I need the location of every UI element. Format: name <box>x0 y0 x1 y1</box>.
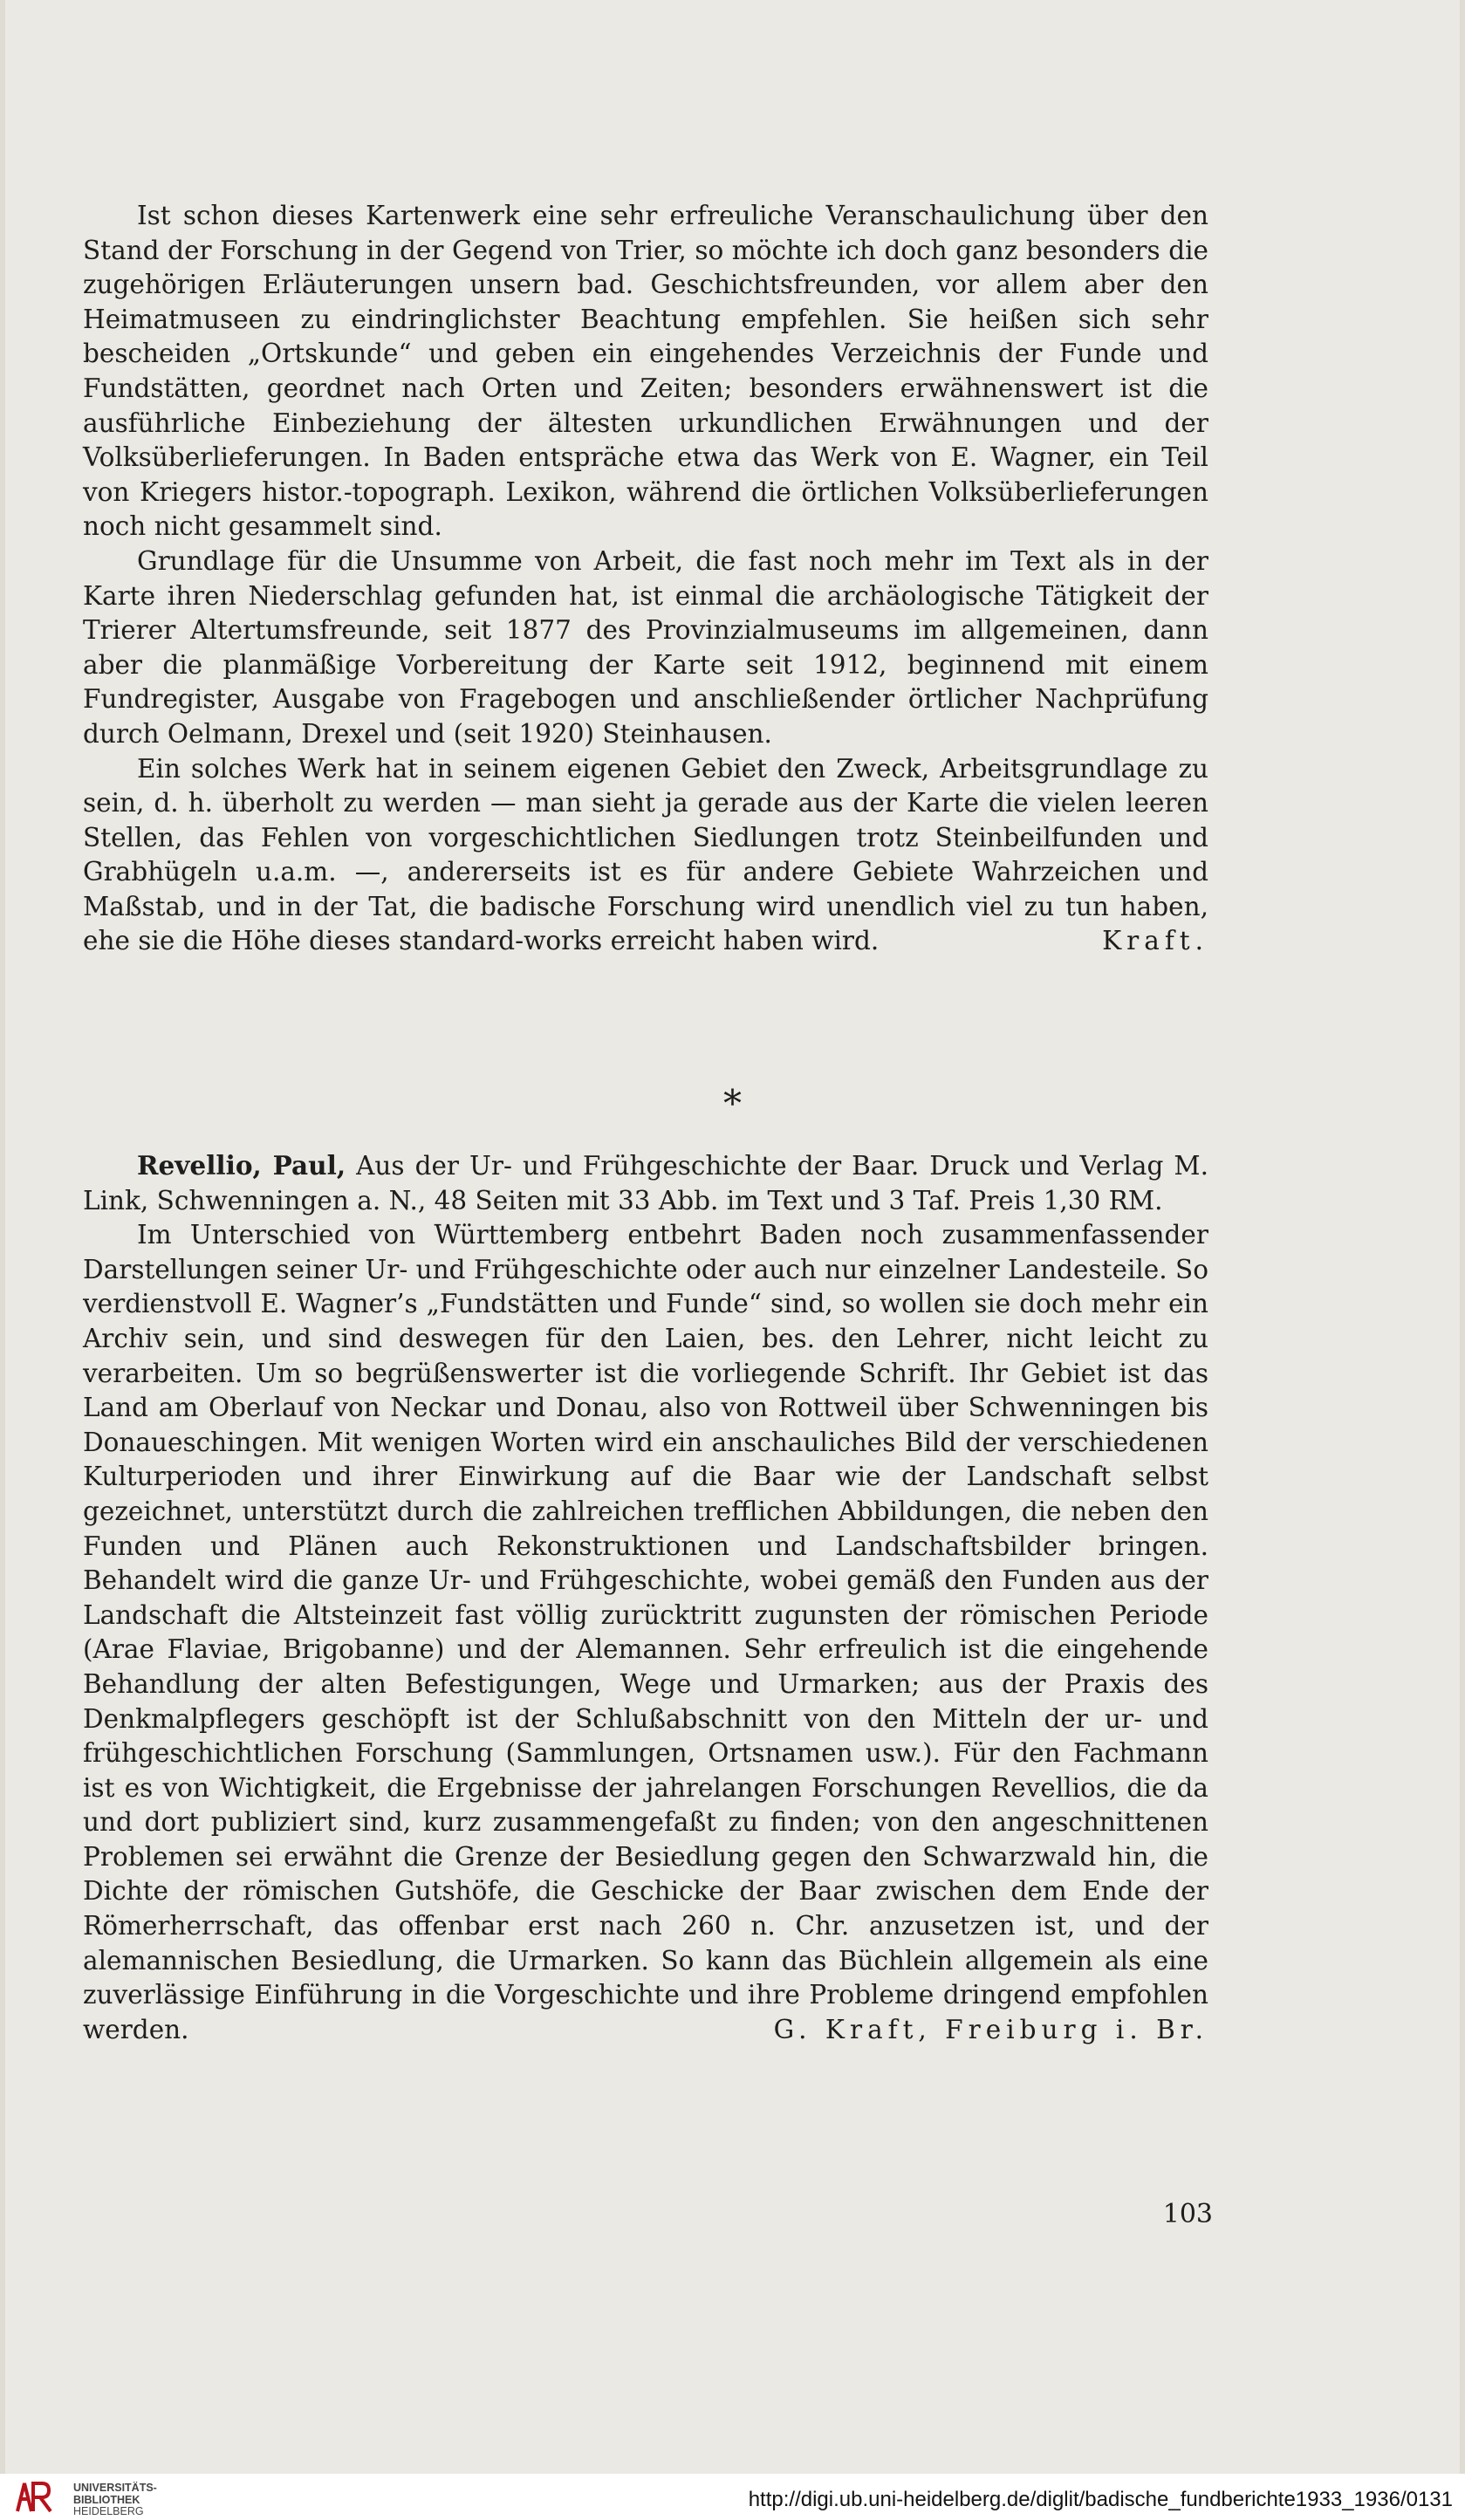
paragraph-text: Ein solches Werk hat in seinem eigenen Gebiet den Zweck, Arbeitsgrundlage zu sein, d. h. überholt zu werden — man sieht ja gerade aus der Karte die vielen leeren Stellen, das Fehlen von vorgeschichtlichen Siedlungen trotz Steinbeilfunden und Grabhügeln u.a.m. —, andererseits ist es für andere Gebiete Wahrzeichen und Maßstab, und in der Tat, die badische Forschung wird unendlich viel zu tun haben, ehe sie die Höhe dieses standard-works erreicht haben wird. <box>83 753 1208 956</box>
source-url-link[interactable]: http://digi.ub.uni-heidelberg.de/diglit/badische_fundberichte1933_1936/0131 <box>748 2488 1453 2511</box>
paragraph: Grundlage für die Unsumme von Arbeit, die fast noch mehr im Text als in der Karte ihren Niederschlag gefunden hat, ist einmal die archäologische Tätigkeit der Trierer Altertumsfreunde, seit 1877 des Provinzialmuseums im allgemeinen, dann aber die planmäßige Vorbereitung der Karte seit 1912, beginnend mit einem Fundregister, Ausgabe von Fragebogen und anschließender örtlicher Nachprüfung durch Oelmann, Drexel und (seit 1920) Steinhausen. <box>83 545 1208 749</box>
reviewed-author: Revellio, Paul, <box>137 1150 346 1181</box>
signature: G. Kraft, Freiburg i. Br. <box>773 2014 1208 2044</box>
review-revellio <box>83 1148 1208 2047</box>
library-name <box>73 2482 157 2518</box>
section-separator: * <box>723 1082 742 1125</box>
signature: Kraft. <box>1102 926 1208 956</box>
reviewed-citation: Aus der Ur- und Frühgeschichte der Baar. Druck und Verlag M. Link, Schwenningen a. N., 48 Seiten mit 33 Abb. im Text und 3 Taf. Preis 1,30 RM. <box>83 1151 1208 1215</box>
library-name-line: BIBLIOTHEK <box>73 2493 140 2506</box>
paragraph: Ist schon dieses Kartenwerk eine sehr erfreuliche Veranschaulichung über den Stand der Forschung in der Gegend von Trier, so möchte ich doch ganz besonders die zugehörigen Erläuterungen unsern bad. Geschichtsfreunden, vor allem aber den Heimatmuseen zu eindringlichster Beachtung empfehlen. Sie heißen sich sehr bescheiden „Ortskunde“ und geben ein eingehendes Verzeichnis der Funde und Fundstätten, geordnet nach Orten und Zeiten; besonders erwähnenswert ist die ausführliche Einbeziehung der ältesten urkundlichen Erwähnungen und der Volksüberlieferungen. In Baden entspräche etwa das Werk von E. Wagner, ein Teil von Kriegers histor.-topograph. Lexikon, während die örtlichen Volksüberlieferungen noch nicht gesammelt sind. <box>83 201 1208 542</box>
library-name-line: HEIDELBERG <box>73 2505 144 2517</box>
library-name-line: UNIVERSITÄTS- <box>73 2482 157 2494</box>
paragraph-text: Im Unterschied von Württemberg entbehrt Baden noch zusammenfassender Darstellungen seiner Ur- und Frühgeschichte oder auch nur einzelner Landesteile. So verdienstvoll E. Wagner’s „Fundstätten und Funde“ sind, so wollen sie doch mehr ein Archiv sein, und sind deswegen für den Laien, bes. den Lehrer, nicht leicht zu verarbeiten. Um so begrüßenswerter ist die vorliegende Schrift. Ihr Gebiet ist das Land am Oberlauf von Neckar und Donau, also von Rottweil über Schwenningen bis Donaueschingen. Mit wenigen Worten wird ein anschauliches Bild der verschiedenen Kulturperioden und ihrer Einwirkung auf die Baar wie der Landschaft selbst gezeichnet, unterstützt durch die zahlreichen trefflichen Abbildungen, die neben den Funden und Plänen auch Rekonstruktionen und Landschaftsbilder bringen. Behandelt wird die ganze Ur- und Frühgeschichte, wobei gemäß den Funden aus der Landschaft die Altsteinzeit fast völlig zurücktritt zugunsten der römischen Periode (Arae Flaviae, Brigobanne) und der Alemannen. Sehr erfreulich ist die eingehende Behandlung der alten Befestigungen, Wege und Urmarken; aus der Praxis des Denkmalpflegers geschöpft ist der Schlußabschnitt von den Mitteln der ur- und frühgeschichtlichen Forschung (Sammlungen, Ortsnamen usw.). Für den Fachmann ist es von Wichtigkeit, die Ergebnisse der jahrelangen Forschungen Revellios, die da und dort publiziert sind, kurz zusammengefaßt zu finden; von den angeschnittenen Problemen sei erwähnt die Grenze der Besiedlung gegen den Schwarzwald hin, die Dichte der römischen Gutshöfe, die Geschicke der Baar zwischen dem Ende der Römerherrschaft, das offenbar erst nach 260 n. Chr. anzusetzen ist, und der alemannischen Besiedlung, die Urmarken. So kann das Büchlein allgemein als eine zuverlässige Einführung in die Vorgeschichte und ihre Probleme dringend empfohlen werden. <box>83 1220 1208 2044</box>
page-number: 103 <box>1162 2199 1213 2229</box>
paragraph-with-signature <box>83 1218 1208 2047</box>
review-kraft-trier <box>83 199 1208 959</box>
paragraph-with-signature <box>83 752 1208 960</box>
review-heading <box>83 1148 1208 1218</box>
library-logo-icon <box>12 2476 56 2518</box>
